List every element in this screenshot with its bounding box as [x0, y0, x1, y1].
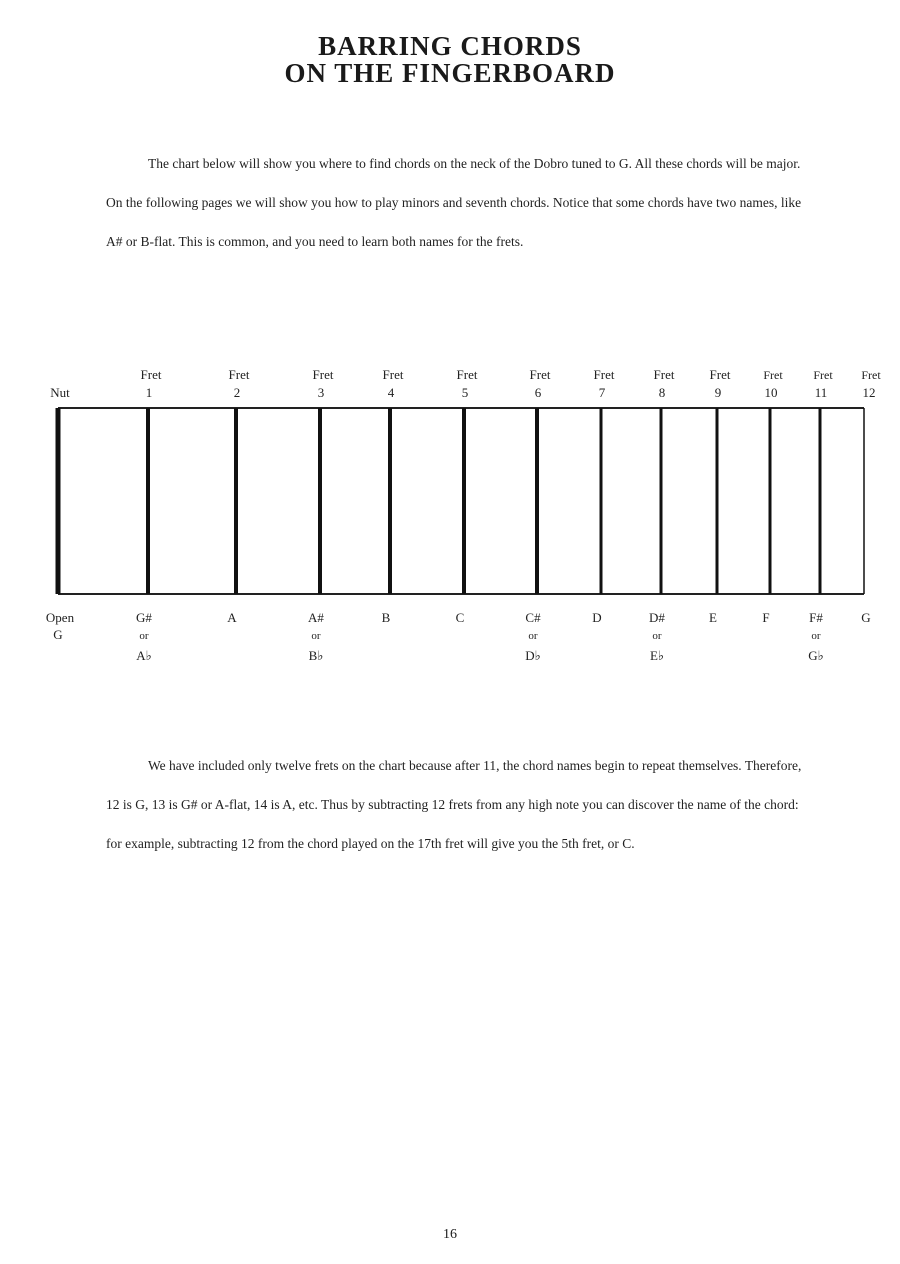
chord-or-8: or	[652, 630, 662, 642]
chord-label-7: D	[592, 610, 602, 625]
chord-or-1: or	[139, 630, 149, 642]
fret-word-label-11: Fret	[813, 368, 833, 382]
outro-text: We have included only twelve frets on the chart because after 11, the chord names begin to repeat themselves. Therefore, 12 is G, 13 is G# or A-flat, 14 is A, etc. Thus by subtracting 12 frets from any high note you can discover the name of the chord: for example, subtracting 12 from the chord played on the 17th fret will give you the 5th fret, or C.	[106, 758, 802, 851]
chord-alt-label-1: A♭	[136, 648, 152, 663]
chord-label-1: G#	[136, 610, 152, 625]
fret-chart	[0, 360, 900, 680]
open-label: Open	[45, 610, 75, 625]
chord-alt-label-8: E♭	[649, 648, 665, 663]
fret-number-label-12: 12	[862, 385, 876, 400]
fret-word-label-4: Fret	[382, 367, 404, 382]
fret-number-label-7: 7	[598, 385, 606, 400]
fret-number-label-2: 2	[233, 385, 241, 400]
fret-number-label-10: 10	[764, 385, 778, 400]
chord-or-3: or	[311, 630, 321, 642]
page-number: 16	[443, 1227, 457, 1242]
fret-number-label-9: 9	[714, 385, 722, 400]
fret-word-label-5: Fret	[456, 367, 478, 382]
chord-label-12: G	[861, 610, 871, 625]
chord-label-10: F	[762, 610, 770, 625]
chord-label-5: C	[455, 610, 465, 625]
intro-paragraph	[106, 144, 806, 261]
intro-text: The chart below will show you where to find chords on the neck of the Dobro tuned to G. All these chords will be major. On the following pages we will show you how to play minors and seventh chords. Notice that some chords have two names, like A# or B-flat. This is common, and you need to learn both names for the frets.	[106, 156, 802, 249]
chord-alt-label-3: B♭	[308, 648, 324, 663]
chord-label-9: E	[709, 610, 717, 625]
fret-word-label-1: Fret	[140, 367, 162, 382]
chord-alt-label-6: D♭	[525, 648, 541, 663]
title-line-2: ON THE FINGERBOARD	[284, 58, 616, 88]
fret-word-label-2: Fret	[228, 367, 250, 382]
title-line-1: BARRING CHORDS	[318, 31, 582, 61]
page-title	[0, 33, 900, 87]
chord-or-11: or	[811, 630, 821, 642]
chord-or-6: or	[528, 630, 538, 642]
chord-label-4: B	[381, 610, 391, 625]
outro-paragraph	[106, 746, 806, 863]
chord-alt-label-11: G♭	[808, 648, 824, 663]
fret-number-label-11: 11	[814, 385, 828, 400]
fret-number-label-1: 1	[145, 385, 153, 400]
fret-number-label-3: 3	[317, 385, 325, 400]
nut-label: Nut	[50, 385, 70, 400]
chord-label-8: D#	[649, 610, 665, 625]
chord-label-6: C#	[525, 610, 541, 625]
chord-label-2: A	[227, 610, 237, 625]
fret-number-label-5: 5	[461, 385, 469, 400]
fret-word-label-7: Fret	[593, 367, 615, 382]
fret-number-label-4: 4	[387, 385, 395, 400]
fret-word-label-10: Fret	[763, 368, 783, 382]
fret-word-label-6: Fret	[529, 367, 551, 382]
fret-word-label-3: Fret	[312, 367, 334, 382]
fret-word-label-12: Fret	[861, 368, 881, 382]
fret-word-label-9: Fret	[709, 367, 731, 382]
fret-word-label-8: Fret	[653, 367, 675, 382]
chord-label-11: F#	[809, 610, 823, 625]
fret-number-label-6: 6	[534, 385, 542, 400]
open-chord-g: G	[53, 627, 63, 642]
chord-label-3: A#	[308, 610, 324, 625]
fret-number-label-8: 8	[658, 385, 666, 400]
